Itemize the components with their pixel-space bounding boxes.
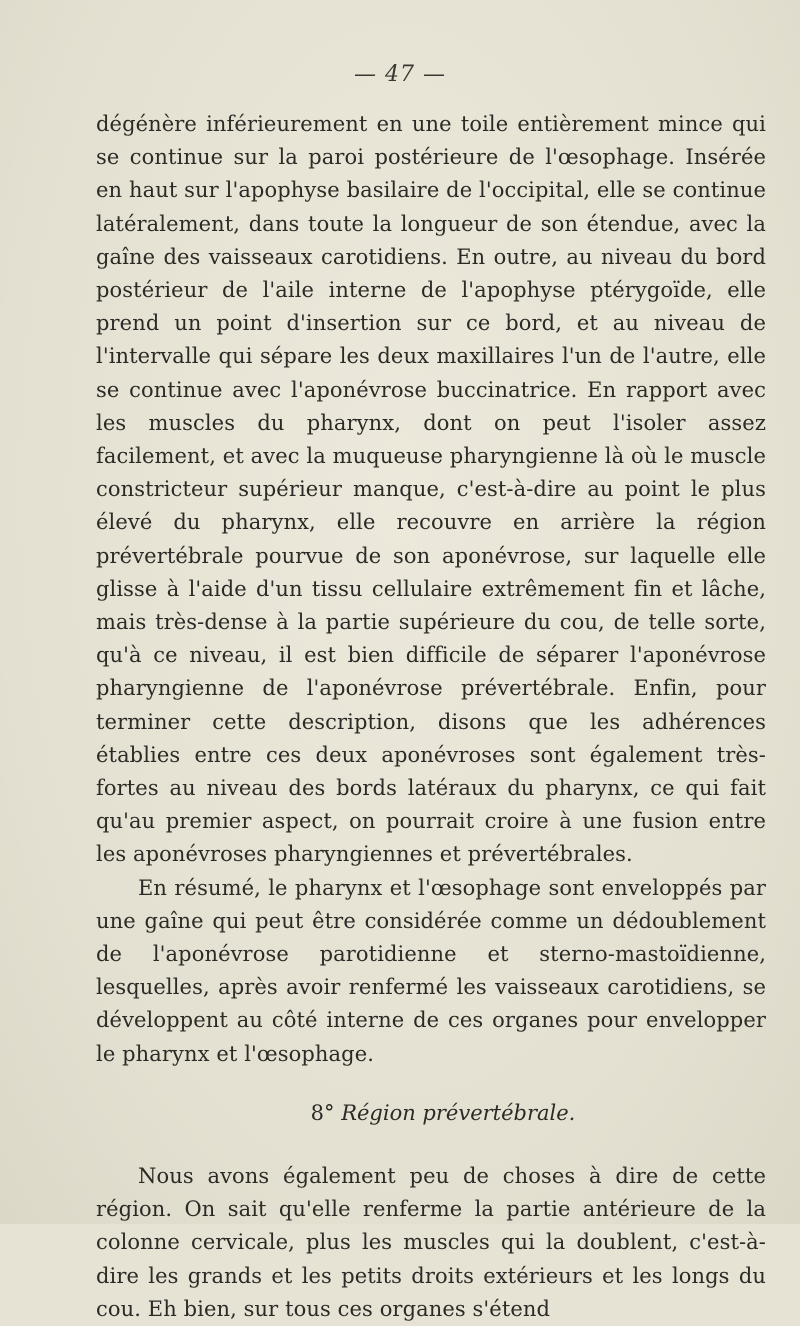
paragraph-aponevrose-pharyngienne: dégénère inférieurement en une toile entièrement mince qui se continue sur la paroi postérieure de l'œsophage. Insérée en haut sur l'apophyse basilaire de l'occipital, elle se continue latéralement, dans toute la longueur de son étendue, avec la gaîne des vaisseaux carotidiens. En outre, au niveau du bord postérieur de l'aile interne de l'apophyse ptérygoïde, elle prend un point d'insertion sur ce bord, et au niveau de l'intervalle qui sépare les deux maxillaires l'un de l'autre, elle se continue avec l'aponévrose buccinatrice. En rapport avec les muscles du pharynx, dont on peut l'isoler assez facilement, et avec la muqueuse pharyngienne là où le muscle constricteur supérieur manque, c'est-à-dire au point le plus élevé du pharynx, elle recouvre en arrière la région prévertébrale pourvue de son aponévrose, sur laquelle elle glisse à l'aide d'un tissu cellulaire extrêmement fin et lâche, mais très-dense à la partie supérieure du cou, de telle sorte, qu'à ce niveau, il est bien difficile de séparer l'aponévrose pharyngienne de l'aponévrose prévertébrale. Enfin, pour terminer cette description, disons que les adhérences établies entre ces deux aponévroses sont également très-fortes au niveau des bords latéraux du pharynx, ce qui fait qu'au premier aspect, on pourrait croire à une fusion entre les aponévroses pharyngiennes et prévertébrales. [96, 112, 766, 867]
paragraph-resume: En résumé, le pharynx et l'œsophage sont enveloppés par une gaîne qui peut être considérée comme un dédoublement de l'aponévrose parotidienne et sterno-mastoïdienne, lesquelles, après avoir renfermé les vaisseaux carotidiens, se développent au côté interne de ces organes pour envelopper le pharynx et l'œsophage. [96, 875, 766, 1066]
section-number: 8° [310, 1100, 335, 1125]
section-heading [96, 1097, 766, 1130]
page-number: — 47 — [354, 62, 446, 87]
paragraph-region-prevertebrale: Nous avons également peu de choses à dire de cette région. On sait qu'elle renferme la partie antérieure de la colonne cervicale, plus les muscles qui la doublent, c'est-à-dire les grands et les petits droits extérieurs et les longs du cou. Eh bien, sur tous ces organes s'étend [96, 1163, 766, 1321]
section-title: Région prévertébrale. [341, 1100, 576, 1125]
